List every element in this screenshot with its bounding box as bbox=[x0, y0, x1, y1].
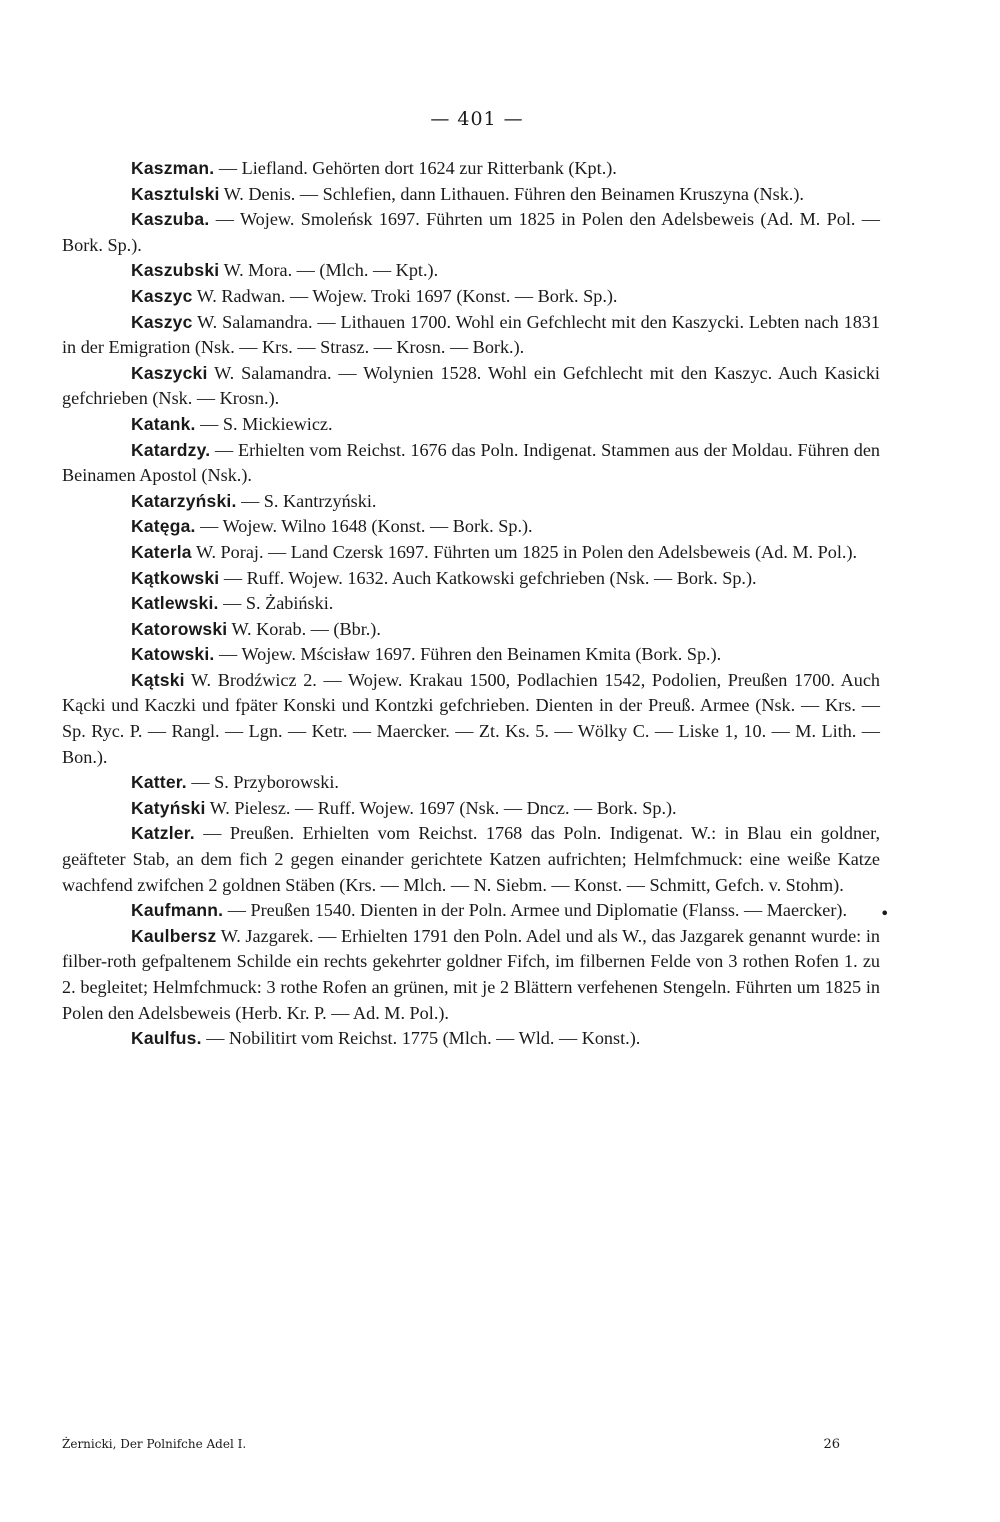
entry-text: W. Jazgarek. — Erhielten 1791 den Poln. Adel und als W., das Jazgarek genannt wurde: in filber-roth gefpaltenem Schilde ein rechts gekehrter goldner Fifch, im filbernen Felde von 3 rothen Rofen 1. zu 2. begleitet; Helmfchmuck: 3 rothe Rofen an grünen, mit je 2 Blättern verfehenen Stengeln. Führten um 1825 in Polen den Adelsbeweis (Herb. Kr. P. — Ad. M. Pol.). bbox=[62, 925, 880, 1023]
entry-name: Kasztulski bbox=[131, 183, 220, 204]
entry-text: — Preußen 1540. Dienten in der Poln. Armee und Diplomatie (Flanss. — Maercker). bbox=[223, 900, 848, 921]
entry bbox=[62, 207, 880, 258]
entry bbox=[62, 796, 880, 822]
entry bbox=[62, 591, 880, 617]
page-number: — 401 — bbox=[430, 108, 524, 130]
entry bbox=[62, 821, 880, 898]
entry-text: W. Pielesz. — Ruff. Wojew. 1697 (Nsk. — Dncz. — Bork. Sp.). bbox=[205, 797, 677, 818]
entry bbox=[62, 566, 880, 592]
entry bbox=[62, 156, 880, 182]
entry-name: Katęga. bbox=[131, 516, 196, 537]
entry-name: Kaszubski bbox=[131, 260, 220, 281]
entry-text: W. Mora. — (Mlch. — Kpt.). bbox=[219, 260, 439, 281]
entry-name: Katlewski. bbox=[131, 593, 219, 614]
entry bbox=[62, 540, 880, 566]
entry-text: — Preußen. Erhielten vom Reichst. 1768 das Poln. Indigenat. W.: in Blau ein goldner, geäfteter Stab, an dem fich 2 gegen einander gerichtete Katzen aufrichten; Helmfchmuck: eine weiße Katze wachfend zwifchen 2 goldnen Stäben (Krs. — Mlch. — N. Siebm. — Konst. — Schmitt, Gefch. v. Stohm). bbox=[62, 823, 880, 895]
entry-text: — S. Kantrzyński. bbox=[236, 490, 377, 511]
page-footer bbox=[62, 1437, 880, 1452]
entry-text: W. Radwan. — Wojew. Troki 1697 (Konst. — Bork. Sp.). bbox=[192, 285, 618, 306]
entry-text: — Nobilitirt vom Reichst. 1775 (Mlch. — Wld. — Konst.). bbox=[201, 1028, 641, 1049]
entry-text: — Wojew. Mścisław 1697. Führen den Beinamen Kmita (Bork. Sp.). bbox=[214, 644, 722, 665]
entry-name: Katter. bbox=[131, 772, 187, 793]
entry-name: Katowski. bbox=[131, 644, 215, 665]
entry-text: — Liefland. Gehörten dort 1624 zur Ritterbank (Kpt.). bbox=[214, 158, 617, 178]
entry bbox=[62, 617, 880, 643]
entry-name: Katarzyński. bbox=[131, 490, 237, 511]
entry bbox=[62, 668, 880, 770]
entry bbox=[62, 1026, 880, 1052]
page-body bbox=[62, 108, 880, 1052]
entry bbox=[62, 310, 880, 361]
entry-text: — S. Przyborowski. bbox=[186, 772, 339, 793]
entry bbox=[62, 770, 880, 796]
entry-name: Katerla bbox=[131, 541, 192, 562]
entry-name: Kaufmann. bbox=[131, 900, 224, 921]
entry-text: — Erhielten vom Reichst. 1676 das Poln. Indigenat. Stammen aus der Moldau. Führen den Beinamen Apostol (Nsk.). bbox=[62, 439, 880, 486]
entry-name: Kątkowski bbox=[131, 567, 220, 588]
entry bbox=[62, 284, 880, 310]
entry-text: W. Poraj. — Land Czersk 1697. Führten um 1825 in Polen den Adelsbeweis (Ad. M. Pol.). bbox=[191, 541, 858, 562]
entry-name: Katank. bbox=[131, 413, 196, 434]
entry bbox=[62, 438, 880, 489]
entry bbox=[62, 258, 880, 284]
entry-text: W. Denis. — Schlefien, dann Lithauen. Führen den Beinamen Kruszyna (Nsk.). bbox=[219, 183, 804, 204]
entry-text: W. Salamandra. — Lithauen 1700. Wohl ein Gefchlecht mit den Kaszycki. Lebten nach 1831 in der Emigration (Nsk. — Krs. — Strasz. — Krosn. — Bork.). bbox=[62, 311, 880, 358]
entry bbox=[62, 412, 880, 438]
entry-name: Kaszyc bbox=[131, 285, 193, 306]
entry-name: Katyński bbox=[131, 797, 206, 818]
entries-list bbox=[62, 156, 880, 1052]
entry-name: Kaszuba. bbox=[131, 209, 210, 230]
entry-text: — Wojew. Smoleńsk 1697. Führten um 1825 in Polen den Adelsbeweis (Ad. M. Pol. — Bork. Sp.). bbox=[62, 209, 880, 255]
margin-mark: • bbox=[880, 904, 890, 923]
entry bbox=[62, 642, 880, 668]
footer-sheet-number: 26 bbox=[823, 1437, 840, 1452]
entry bbox=[62, 182, 880, 208]
entry bbox=[62, 361, 880, 412]
entry-name: Kątski bbox=[131, 669, 185, 690]
entry bbox=[62, 514, 880, 540]
entry-text: W. Brodźwicz 2. — Wojew. Krakau 1500, Podlachien 1542, Podolien, Preußen 1700. Auch Kącki und Kaczki und fpäter Konski und Kontzki gefchrieben. Dienten in der Preuß. Armee (Nsk. — Krs. — Sp. Ryc. P. — Rangl. — Lgn. — Ketr. — Maercker. — Zt. Ks. 5. — Wölky C. — Liske 1, 10. — M. Lith. — Bon.). bbox=[62, 669, 880, 767]
entry-text: — Ruff. Wojew. 1632. Auch Katkowski gefchrieben (Nsk. — Bork. Sp.). bbox=[219, 567, 757, 588]
footer-signature: Żernicki, Der Polnifche Adel I. bbox=[62, 1437, 247, 1451]
entry-name: Kaszman. bbox=[131, 158, 215, 178]
entry-name: Katorowski bbox=[131, 618, 228, 639]
entry-name: Kaulfus. bbox=[131, 1028, 202, 1049]
entry-text: — Wojew. Wilno 1648 (Konst. — Bork. Sp.). bbox=[195, 516, 533, 537]
entry bbox=[62, 898, 880, 924]
entry-text: — S. Mickiewicz. bbox=[195, 413, 333, 434]
entry-name: Kaszycki bbox=[131, 362, 208, 383]
entry bbox=[62, 489, 880, 515]
entry-name: Katardzy. bbox=[131, 439, 211, 460]
entry-name: Katzler. bbox=[131, 823, 195, 844]
entry-name: Kaszyc bbox=[131, 311, 193, 332]
entry bbox=[62, 924, 880, 1026]
entry-text: — S. Żabiński. bbox=[218, 593, 334, 614]
entry-name: Kaulbersz bbox=[131, 925, 217, 946]
entry-text: W. Korab. — (Bbr.). bbox=[227, 618, 381, 639]
entry-text: W. Salamandra. — Wolynien 1528. Wohl ein Gefchlecht mit den Kaszyc. Auch Kasicki gefchrieben (Nsk. — Krosn.). bbox=[62, 362, 880, 409]
